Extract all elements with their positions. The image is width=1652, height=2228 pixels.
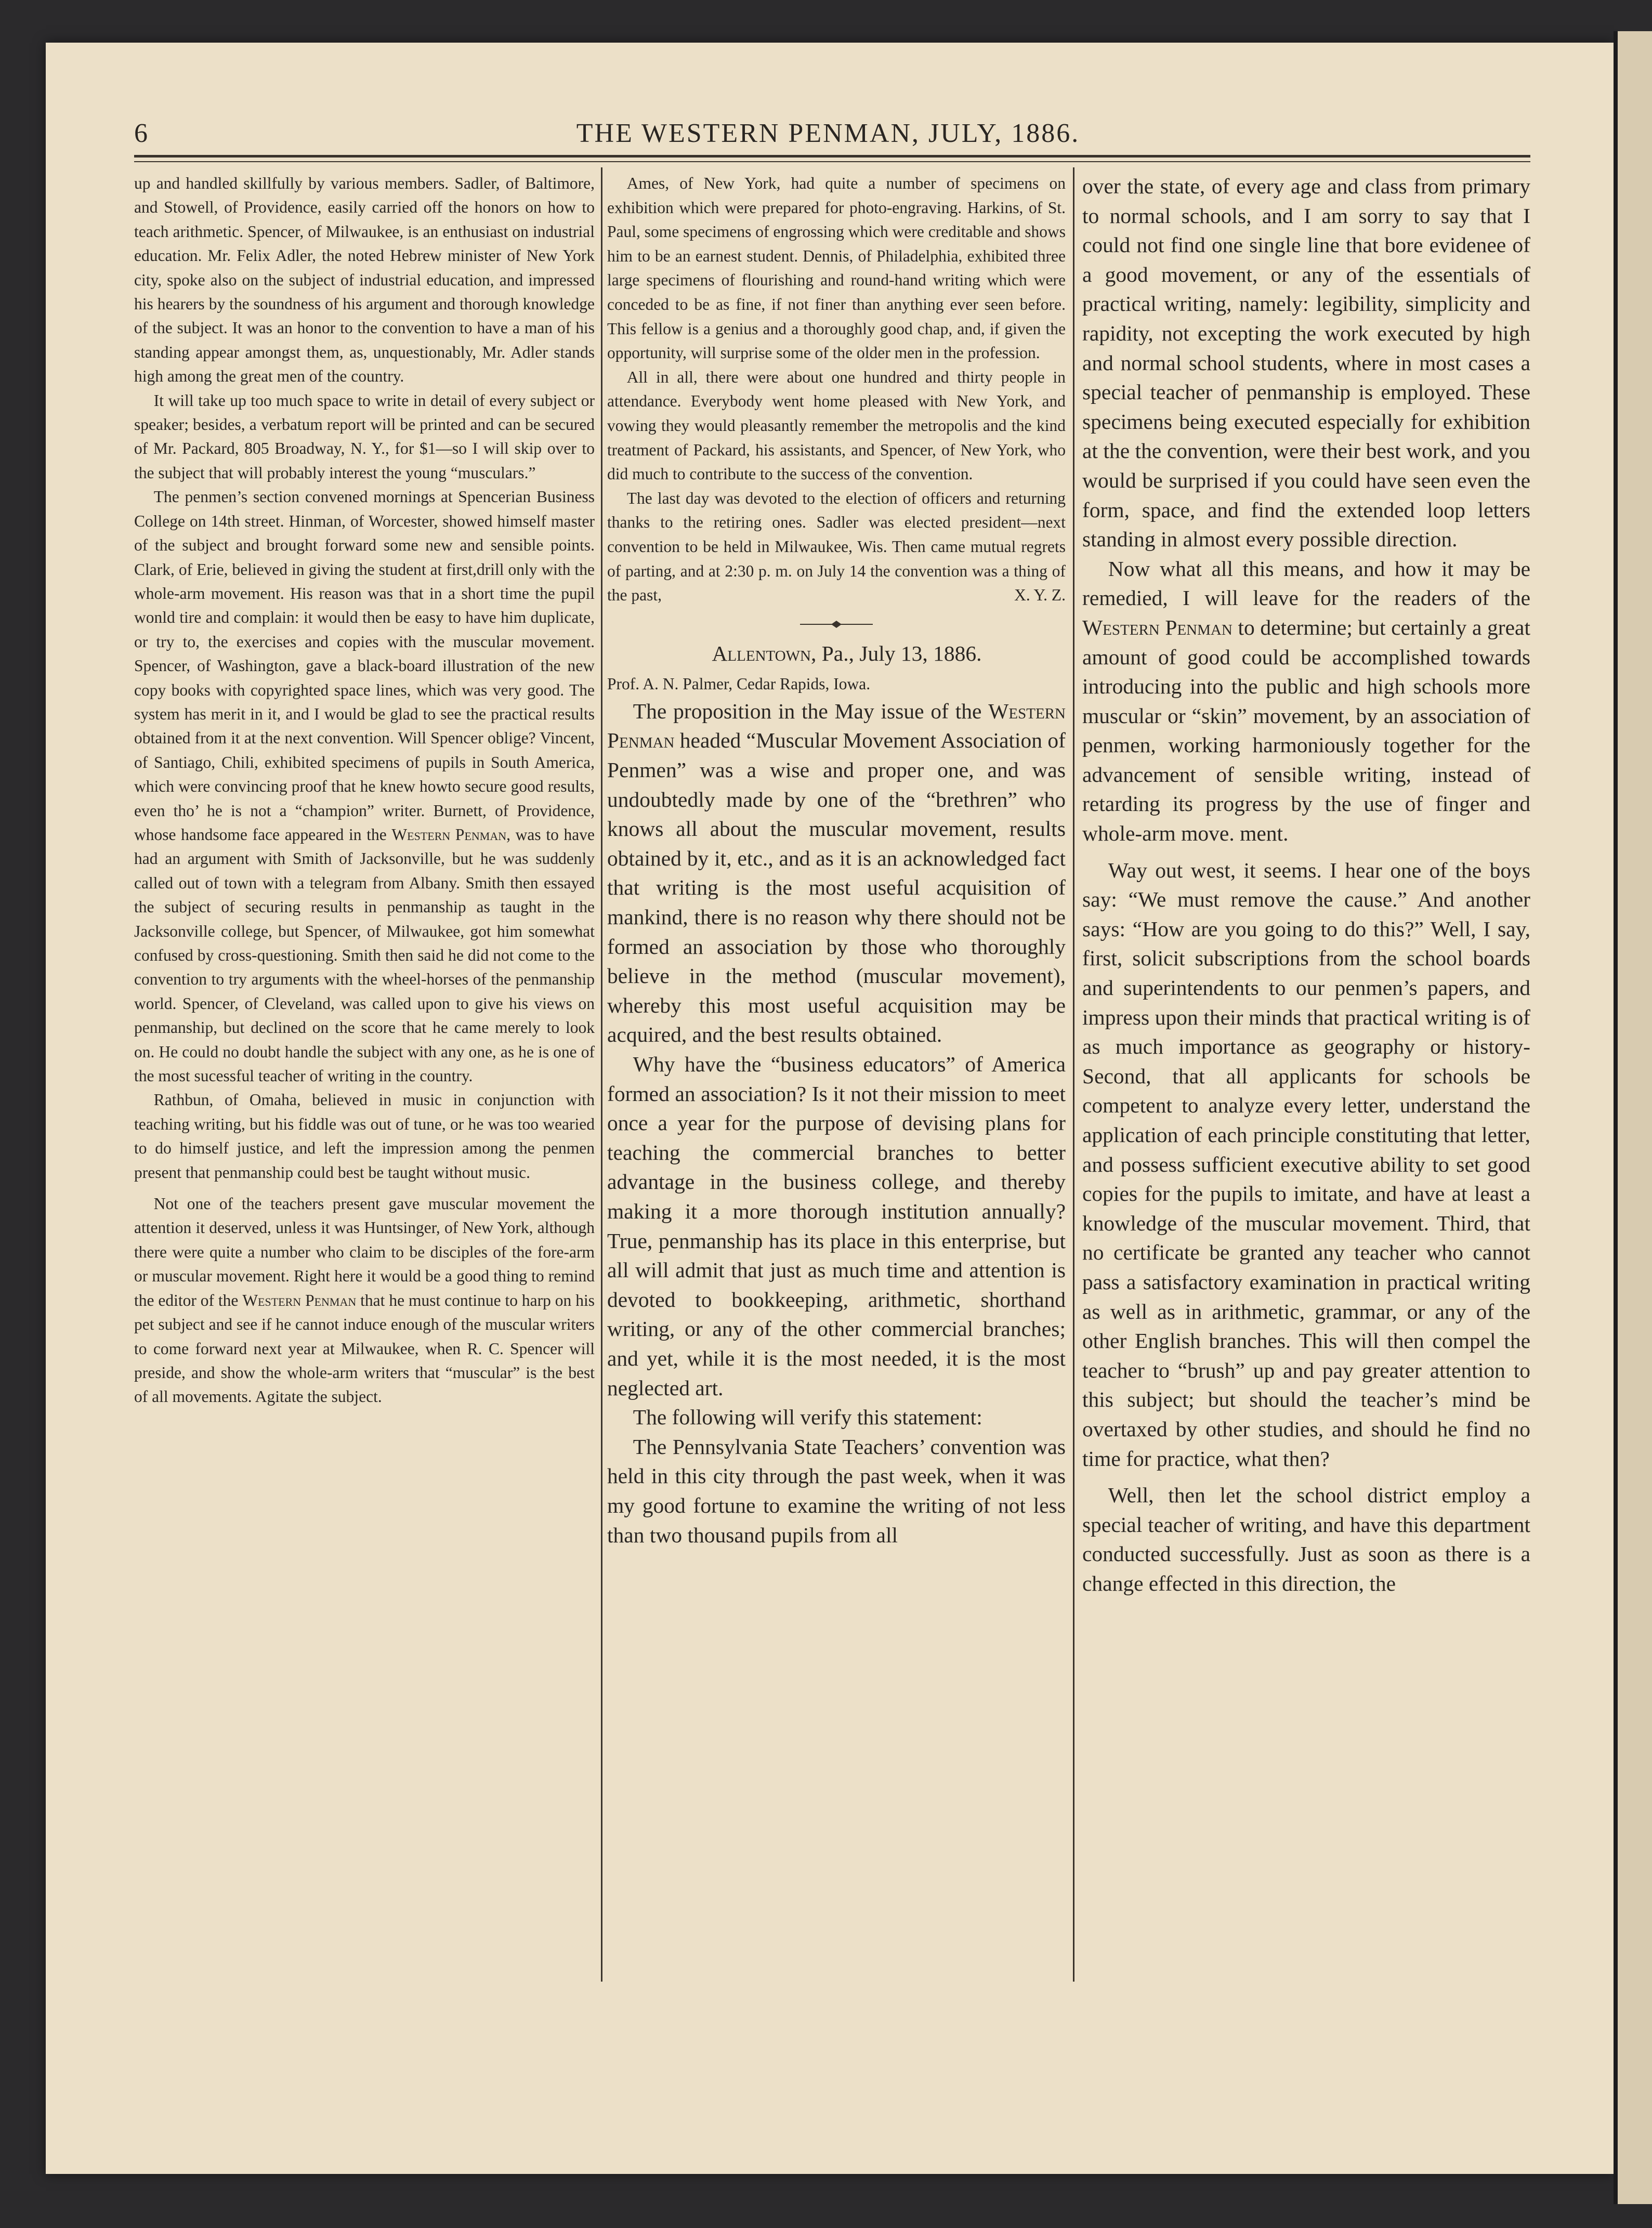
column-divider-2 [1073, 167, 1074, 1982]
column-divider-1 [601, 167, 602, 1982]
paragraph: The following will verify this statement: [633, 1405, 982, 1430]
paragraph: The proposition in the May issue of the Western Penman headed “Muscular Movement Association of Penmen” was a wise and proper one, and was undoubtedly made by one of the “brethren” who knows all about the muscular movement, results obtained by it, etc., and as it is an acknowledged fact that writing is the most useful acquisition of mankind, there is no reason why there should not be formed an association by those who thoroughly believe in the method (muscular movement), whereby this most useful acquisition may be acquired, and the best results obtained. [607, 699, 1066, 1047]
paragraph: Ames, of New York, had quite a number of specimens on exhibition which were prepared for photo-engraving. Harkins, of St. Paul, some specimens of engrossing which were creditable and shows him to be an earnest student. Dennis, of Philadelphia, exhibited three large specimens of flourishing and round-hand writing which were conceded to be as fine, if not finer than anything ever seen before. This fellow is a genius and a thoroughly good chap, and, if given the opportunity, will surprise some of the older men in the profession. [607, 174, 1066, 362]
publication-name: Western Penman [607, 699, 1066, 753]
section-divider-ornament [607, 608, 1066, 639]
publication-name: Western Penman [1082, 615, 1233, 639]
author-signature: X. Y. Z. [1014, 586, 1066, 605]
masthead-title: THE WESTERN PENMAN, JULY, 1886. [576, 119, 1080, 148]
paragraph: The last day was devoted to the election of officers and returning thanks to the retiring ones. Sadler was elected president—next convention to be held in Milwaukee, Wis. Then came mutual regrets of parting, and at 2:30 p. m. on July 14 the convention was a thing of the past, X. Y. Z. [607, 487, 1066, 608]
ornament-icon [800, 619, 873, 630]
paragraph: It will take up too much space to write in detail of every subject or speaker; besides, a verbatum report will be printed and can be secured of Mr. Packard, 805 Broadway, N. Y., for $1—so I will skip over to the subject that will probably interest the young “musculars.” [134, 391, 595, 482]
binding-gutter [1614, 31, 1618, 2204]
publication-name: Western Penman [391, 825, 507, 844]
page-header [134, 112, 1522, 153]
paragraph: Why have the “business educators” of America formed an association? Is it not their mission to meet once a year for the purpose of devising plans for teaching the commercial branches to better advantage in the business college, and thereby making it a more thorough institution annually? True, penmanship has its place in this enterprise, but all will admit that just as much time and attention is devoted to bookkeeping, arithmetic, shorthand writing, or any of the other commercial branches; and yet, while it is the most needed, it is the most neglected art. [607, 1052, 1066, 1400]
page-number: 6 [134, 119, 149, 148]
letter-addressee: Prof. A. N. Palmer, Cedar Rapids, Iowa. [607, 675, 871, 693]
paragraph: Well, then let the school district employ a special teacher of writing, and have this department conducted successfully. Just as soon as there is a change effected in this direction, the [1082, 1483, 1530, 1595]
header-rule-bottom [134, 161, 1530, 162]
paragraph: All in all, there were about one hundred and thirty people in attendance. Everybody went home pleased with New York, and vowing they would pleasantly remember the metropolis and the kind treatment of Packard, his assistants, and Spencer, of New York, who did much to contribute to the success of the convention. [607, 368, 1066, 483]
paragraph: The penmen’s section convened mornings at Spencerian Business College on 14th street. Hinman, of Worcester, showed himself master of the subject and brought forward some new and sensible points. Clark, of Erie, believed in giving the student at first,drill only with the whole-arm movement. His reason was that in a short time the pupil wonld tire and complain: it would then be easy to have him duplicate, or try to, the exercises and copies with the muscular movement. Spencer, of Washington, gave a black-board illustration of the new copy books with copyrighted space lines, which was very good. The system has merit in it, and I would be glad to see the practical results obtained from it at the next convention. Will Spencer oblige? Vincent, of Santiago, Chili, exhibited specimens of pupils in South America, which were convincing proof that he knew howto secure good results, even tho’ he is not a “champion” writer. Burnett, of Providence, whose handsome face appeared in the Western Penman, was to have had an argument with Smith of Jacksonville, but he was suddenly called out of town with a telegram from Albany. Smith then essayed the subject of securing results in penmanship as taught in the Jacksonville college, but Spencer, of Milwaukee, got him somewhat confused by cross-questioning. Smith then said he did not come to the convention to try arguments with the wheel-horses of the penmanship world. Spencer, of Cleveland, was called upon to give his views on penmanship, but declined on the score that he came merely to look on. He could no doubt handle the subject with any one, as he is one of the most sucessful teacher of writing in the country. [134, 488, 595, 1085]
paragraph: Now what all this means, and how it may be remedied, I will leave for the readers of the Western Penman to determine; but certainly a great amount of good could be accomplished towards introducing into the public and high schools more muscular or “skin” movement, by an association of penmen, working harmoniously together for the advancement of sensible writing, instead of retarding its progress by the use of finger and whole-arm move. ment. [1082, 556, 1530, 846]
article-column-1 [134, 172, 595, 1409]
header-rule-top [134, 155, 1530, 158]
paragraph: up and handled skillfully by various members. Sadler, of Baltimore, and Stowell, of Providence, easily carried off the honors on how to teach arithmetic. Spencer, of Milwaukee, is an enthusiast on industrial education. Mr. Felix Adler, the noted Hebrew minister of New York city, spoke also on the subject of industrial education, and impressed his hearers by the soundness of his argument and thorough knowledge of the subject. It was an honor to the convention to have a man of his standing appear amongst them, as, unquestionably, Mr. Adler stands high among the great men of the country. [134, 174, 595, 386]
article-column-3 [1082, 172, 1530, 1598]
paragraph: The Pennsylvania State Teachers’ convention was held in this city through the past week, when it was my good fortune to examine the writing of not less than two thousand pupils from all [607, 1434, 1066, 1547]
paragraph: Way out west, it seems. I hear one of the boys say: “We must remove the cause.” And another says: “How are you going to do this?” Well, I say, first, solicit subscriptions from the school boards and superintendents to our penmen’s papers, and impress upon their minds that practical writing is of as much importance as geography or history- Second, that all applicants for schools be competent to analyze every letter, understand the application of each principle constituting that letter, and possess sufficient executive ability to set good copies for the pupils to imitate, and have at least a knowledge of the muscular movement. Third, that no certificate be granted any teacher who cannot pass a satisfactory examination in practical writing as well as in arithmetic, grammar, or any of the other English branches. This will then compel the teacher to “brush” up and pay greater attention to this subject; but should the teacher’s mind be overtaxed by other studies, and should he find no time for practice, what then? [1082, 858, 1530, 1471]
article-column-2 [607, 172, 1066, 1550]
paragraph: Rathbun, of Omaha, believed in music in conjunction with teaching writing, but his fiddle was out of tune, or he was too wearied to do himself justice, and left the impression among the penmen present that penmanship could best be taught without music. [134, 1091, 595, 1182]
letter-dateline: Allentown, Pa., July 13, 1886. [712, 641, 982, 665]
adjacent-page-edge [1618, 31, 1652, 2204]
paragraph: over the state, of every age and class from primary to normal schools, and I am sorry to say that I could not find one single line that bore evidenee of a good movement, or any of the essentials of practical writing, namely: legibility, simplicity and rapidity, not excepting the work executed by high and normal school students, where in most cases a special teacher of penmanship is employed. These specimens being executed especially for exhibition at the the convention, were their best work, and you would be surprised if you could have seen even the form, space, and find the extended loop letters standing in almost every possible direction. [1082, 174, 1530, 552]
publication-name: Western Penman [242, 1291, 357, 1309]
paragraph: Not one of the teachers present gave muscular movement the attention it deserved, unless it was Huntsinger, of New York, although there were quite a number who claim to be disciples of the fore-arm or muscular movement. Right here it would be a good thing to remind the editor of the Western Penman that he must continue to harp on his pet subject and see if he cannot induce enough of the muscular writers to come forward next year at Milwaukee, when R. C. Spencer will preside, and show the whole-arm writers that “muscular” is the best of all movements. Agitate the subject. [134, 1195, 595, 1406]
